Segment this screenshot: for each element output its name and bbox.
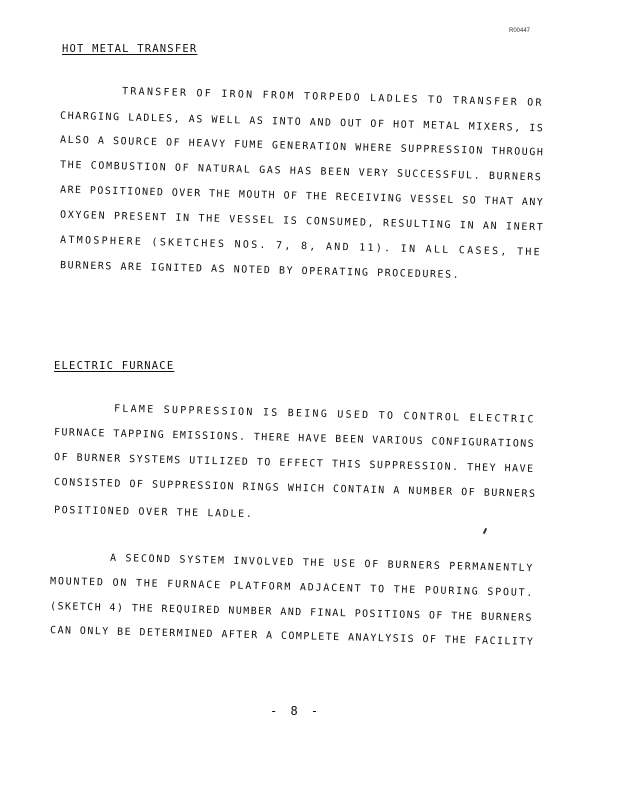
- paragraph-line: ARE POSITIONED OVER THE MOUTH OF THE RECEIVING VESSEL SO THAT ANY: [59, 184, 545, 209]
- paragraph-line: BURNERS ARE IGNITED AS NOTED BY OPERATING PROCEDURES.: [59, 260, 461, 281]
- document-id: R00447: [509, 28, 531, 34]
- paragraph-line: A SECOND SYSTEM INVOLVED THE USE OF BURNERS PERMANENTLY: [109, 552, 535, 575]
- paragraph-line: MOUNTED ON THE FURNACE PLATFORM ADJACENT TO THE POURING SPOUT.: [49, 576, 535, 599]
- paragraph-line: ALSO A SOURCE OF HEAVY FUME GENERATION WHERE SUPPRESSION THROUGH: [59, 134, 545, 159]
- section-heading-electric-furnace: ELECTRIC FURNACE: [54, 360, 175, 372]
- paragraph-line: THE COMBUSTION OF NATURAL GAS HAS BEEN VERY SUCCESSFUL. BURNERS: [59, 159, 543, 184]
- paragraph-line: CONSISTED OF SUPPRESSION RINGS WHICH CONTAIN A NUMBER OF BURNERS: [53, 477, 537, 500]
- paragraph-line: CAN ONLY BE DETERMINED AFTER A COMPLETE ANAYLYSIS OF THE FACILITY: [49, 625, 535, 648]
- paragraph-line: FLAME SUPPRESSION IS BEING USED TO CONTROL ELECTRIC: [113, 403, 536, 426]
- paragraph-line: OF BURNER SYSTEMS UTILIZED TO EFFECT THIS SUPPRESSION. THEY HAVE: [53, 452, 535, 475]
- paragraph-line: ATMOSPHERE (SKETCHES NOS. 7, 8, AND 11). IN ALL CASES, THE: [59, 234, 543, 259]
- paragraph-line: (SKETCH 4) THE REQUIRED NUMBER AND FINAL POSITIONS OF THE BURNERS: [49, 601, 534, 624]
- paragraph-line: FURNACE TAPPING EMISSIONS. THERE HAVE BEEN VARIOUS CONFIGURATIONS: [53, 427, 536, 450]
- paragraph-line: POSITIONED OVER THE LADLE.: [53, 504, 254, 521]
- page-number: - 8 -: [270, 704, 322, 718]
- paragraph-line: CHARGING LADLES, AS WELL AS INTO AND OUT OF HOT METAL MIXERS, IS: [59, 110, 545, 135]
- stray-mark: [483, 528, 487, 534]
- paragraph-line: TRANSFER OF IRON FROM TORPEDO LADLES TO TRANSFER OR: [121, 86, 544, 109]
- paragraph-line: OXYGEN PRESENT IN THE VESSEL IS CONSUMED, RESULTING IN AN INERT: [59, 209, 545, 234]
- section-heading-hot-metal-transfer: HOT METAL TRANSFER: [62, 43, 198, 55]
